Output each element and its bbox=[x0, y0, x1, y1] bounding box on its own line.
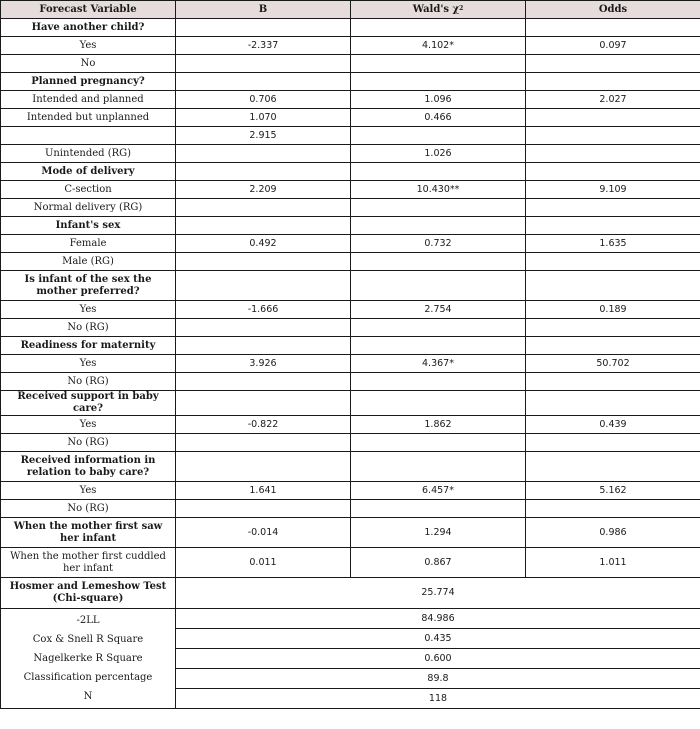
b-cell bbox=[176, 391, 351, 416]
variable-cell: When the mother first cuddled her infant bbox=[1, 548, 176, 578]
variable-cell: Received information in relation to baby care? bbox=[1, 452, 176, 482]
b-cell bbox=[176, 373, 351, 391]
b-cell bbox=[176, 73, 351, 91]
odds-cell bbox=[526, 73, 700, 91]
variable-cell: No (RG) bbox=[1, 373, 176, 391]
wald-cell: 6.457* bbox=[351, 482, 526, 500]
wald-cell: 1.862 bbox=[351, 416, 526, 434]
table-row bbox=[1, 91, 700, 109]
header-row bbox=[1, 1, 700, 19]
stat-label: N bbox=[83, 691, 93, 702]
wald-cell bbox=[351, 73, 526, 91]
odds-cell bbox=[526, 500, 700, 518]
table-row bbox=[1, 518, 700, 548]
variable-cell: Unintended (RG) bbox=[1, 145, 176, 163]
wald-cell bbox=[351, 452, 526, 482]
odds-cell bbox=[526, 253, 700, 271]
b-cell: 0.011 bbox=[176, 548, 351, 578]
variable-cell: Yes bbox=[1, 37, 176, 55]
wald-cell: 0.732 bbox=[351, 235, 526, 253]
wald-cell: 1.096 bbox=[351, 91, 526, 109]
table-row bbox=[1, 500, 700, 518]
b-cell bbox=[176, 253, 351, 271]
odds-cell: 50.702 bbox=[526, 355, 700, 373]
odds-cell bbox=[526, 163, 700, 181]
variable-cell: Planned pregnancy? bbox=[1, 73, 176, 91]
b-cell bbox=[176, 319, 351, 337]
table-row bbox=[1, 452, 700, 482]
table-row bbox=[1, 301, 700, 319]
wald-cell bbox=[351, 271, 526, 301]
odds-cell: 5.162 bbox=[526, 482, 700, 500]
wald-cell: 2.754 bbox=[351, 301, 526, 319]
header-b: B bbox=[176, 1, 351, 19]
wald-cell bbox=[351, 163, 526, 181]
stat-label: Cox & Snell R Square bbox=[32, 634, 144, 645]
table-row bbox=[1, 235, 700, 253]
b-cell: -2.337 bbox=[176, 37, 351, 55]
wald-cell bbox=[351, 391, 526, 416]
table-row bbox=[1, 217, 700, 235]
b-cell bbox=[176, 55, 351, 73]
variable-cell: Yes bbox=[1, 416, 176, 434]
stats-labels-cell bbox=[1, 609, 176, 709]
wald-cell bbox=[351, 434, 526, 452]
b-cell bbox=[176, 271, 351, 301]
hosmer-row bbox=[1, 578, 700, 609]
odds-cell bbox=[526, 337, 700, 355]
table-row bbox=[1, 548, 700, 578]
odds-cell: 1.635 bbox=[526, 235, 700, 253]
table-row bbox=[1, 109, 700, 127]
variable-cell: Male (RG) bbox=[1, 253, 176, 271]
stat-label: -2LL bbox=[76, 615, 100, 626]
stat-value: 0.600 bbox=[176, 649, 700, 669]
hosmer-value: 25.774 bbox=[176, 578, 700, 609]
odds-cell: 0.986 bbox=[526, 518, 700, 548]
variable-cell: Yes bbox=[1, 301, 176, 319]
stat-value: 84.986 bbox=[176, 609, 700, 629]
b-cell: -0.822 bbox=[176, 416, 351, 434]
odds-cell bbox=[526, 145, 700, 163]
b-cell bbox=[176, 337, 351, 355]
stat-row bbox=[1, 609, 700, 629]
odds-cell bbox=[526, 217, 700, 235]
odds-cell bbox=[526, 109, 700, 127]
table-row bbox=[1, 163, 700, 181]
b-cell: 0.492 bbox=[176, 235, 351, 253]
wald-cell: 1.026 bbox=[351, 145, 526, 163]
table-row bbox=[1, 482, 700, 500]
odds-cell bbox=[526, 452, 700, 482]
stat-label: Classification percentage bbox=[23, 672, 153, 683]
wald-cell: 1.294 bbox=[351, 518, 526, 548]
b-cell bbox=[176, 452, 351, 482]
odds-cell bbox=[526, 199, 700, 217]
table-body bbox=[1, 19, 700, 709]
table-row bbox=[1, 416, 700, 434]
odds-cell bbox=[526, 373, 700, 391]
table-row bbox=[1, 181, 700, 199]
header-wald-text: Wald's χ bbox=[412, 3, 460, 15]
table-row bbox=[1, 19, 700, 37]
header-wald-superscript: 2 bbox=[459, 4, 464, 12]
wald-cell bbox=[351, 217, 526, 235]
odds-cell: 2.027 bbox=[526, 91, 700, 109]
stat-value: 89.8 bbox=[176, 669, 700, 689]
variable-cell: Normal delivery (RG) bbox=[1, 199, 176, 217]
variable-cell: Female bbox=[1, 235, 176, 253]
table-row bbox=[1, 37, 700, 55]
stat-label: Nagelkerke R Square bbox=[33, 653, 143, 664]
wald-cell: 10.430** bbox=[351, 181, 526, 199]
b-cell bbox=[176, 145, 351, 163]
odds-cell bbox=[526, 434, 700, 452]
header-forecast-variable: Forecast Variable bbox=[1, 1, 176, 19]
odds-cell: 0.097 bbox=[526, 37, 700, 55]
b-cell: 1.070 bbox=[176, 109, 351, 127]
b-cell: 2.209 bbox=[176, 181, 351, 199]
wald-cell bbox=[351, 199, 526, 217]
variable-cell: Infant's sex bbox=[1, 217, 176, 235]
wald-cell bbox=[351, 253, 526, 271]
table-row bbox=[1, 127, 700, 145]
variable-cell: Yes bbox=[1, 482, 176, 500]
odds-cell bbox=[526, 271, 700, 301]
wald-cell bbox=[351, 55, 526, 73]
b-cell bbox=[176, 434, 351, 452]
table-row bbox=[1, 337, 700, 355]
table-row bbox=[1, 55, 700, 73]
table-row bbox=[1, 373, 700, 391]
wald-cell bbox=[351, 337, 526, 355]
b-cell bbox=[176, 199, 351, 217]
wald-cell bbox=[351, 373, 526, 391]
variable-cell: Received support in baby care? bbox=[1, 391, 176, 416]
hosmer-label: Hosmer and Lemeshow Test (Chi-square) bbox=[1, 578, 176, 609]
wald-cell bbox=[351, 500, 526, 518]
b-cell bbox=[176, 500, 351, 518]
table-row bbox=[1, 319, 700, 337]
odds-cell: 1.011 bbox=[526, 548, 700, 578]
variable-cell: No (RG) bbox=[1, 434, 176, 452]
odds-cell: 9.109 bbox=[526, 181, 700, 199]
table-row bbox=[1, 253, 700, 271]
b-cell: 3.926 bbox=[176, 355, 351, 373]
variable-cell: C-section bbox=[1, 181, 176, 199]
wald-cell bbox=[351, 319, 526, 337]
variable-cell: When the mother first saw her infant bbox=[1, 518, 176, 548]
variable-cell: Intended and planned bbox=[1, 91, 176, 109]
variable-cell: Is infant of the sex the mother preferred? bbox=[1, 271, 176, 301]
variable-cell: No (RG) bbox=[1, 500, 176, 518]
table-row bbox=[1, 199, 700, 217]
wald-cell: 0.867 bbox=[351, 548, 526, 578]
table-row bbox=[1, 73, 700, 91]
variable-cell: Yes bbox=[1, 355, 176, 373]
variable-cell: Readiness for maternity bbox=[1, 337, 176, 355]
table-row bbox=[1, 355, 700, 373]
odds-cell: 0.439 bbox=[526, 416, 700, 434]
stat-value: 118 bbox=[176, 689, 700, 709]
variable-cell: Mode of delivery bbox=[1, 163, 176, 181]
table-row bbox=[1, 391, 700, 416]
odds-cell bbox=[526, 391, 700, 416]
b-cell: 2.915 bbox=[176, 127, 351, 145]
odds-cell bbox=[526, 19, 700, 37]
odds-cell bbox=[526, 319, 700, 337]
wald-cell bbox=[351, 19, 526, 37]
header-wald bbox=[351, 1, 526, 19]
b-cell: 0.706 bbox=[176, 91, 351, 109]
variable-cell bbox=[1, 127, 176, 145]
b-cell: -0.014 bbox=[176, 518, 351, 548]
odds-cell bbox=[526, 127, 700, 145]
odds-cell: 0.189 bbox=[526, 301, 700, 319]
variable-cell: No bbox=[1, 55, 176, 73]
b-cell bbox=[176, 163, 351, 181]
b-cell: 1.641 bbox=[176, 482, 351, 500]
wald-cell bbox=[351, 127, 526, 145]
stat-value: 0.435 bbox=[176, 629, 700, 649]
wald-cell: 4.102* bbox=[351, 37, 526, 55]
variable-cell: Intended but unplanned bbox=[1, 109, 176, 127]
table-row bbox=[1, 145, 700, 163]
wald-cell: 0.466 bbox=[351, 109, 526, 127]
table-row bbox=[1, 271, 700, 301]
variable-cell: Have another child? bbox=[1, 19, 176, 37]
b-cell bbox=[176, 19, 351, 37]
wald-cell: 4.367* bbox=[351, 355, 526, 373]
odds-cell bbox=[526, 55, 700, 73]
table-row bbox=[1, 434, 700, 452]
b-cell: -1.666 bbox=[176, 301, 351, 319]
header-odds: Odds bbox=[526, 1, 700, 19]
b-cell bbox=[176, 217, 351, 235]
variable-cell: No (RG) bbox=[1, 319, 176, 337]
